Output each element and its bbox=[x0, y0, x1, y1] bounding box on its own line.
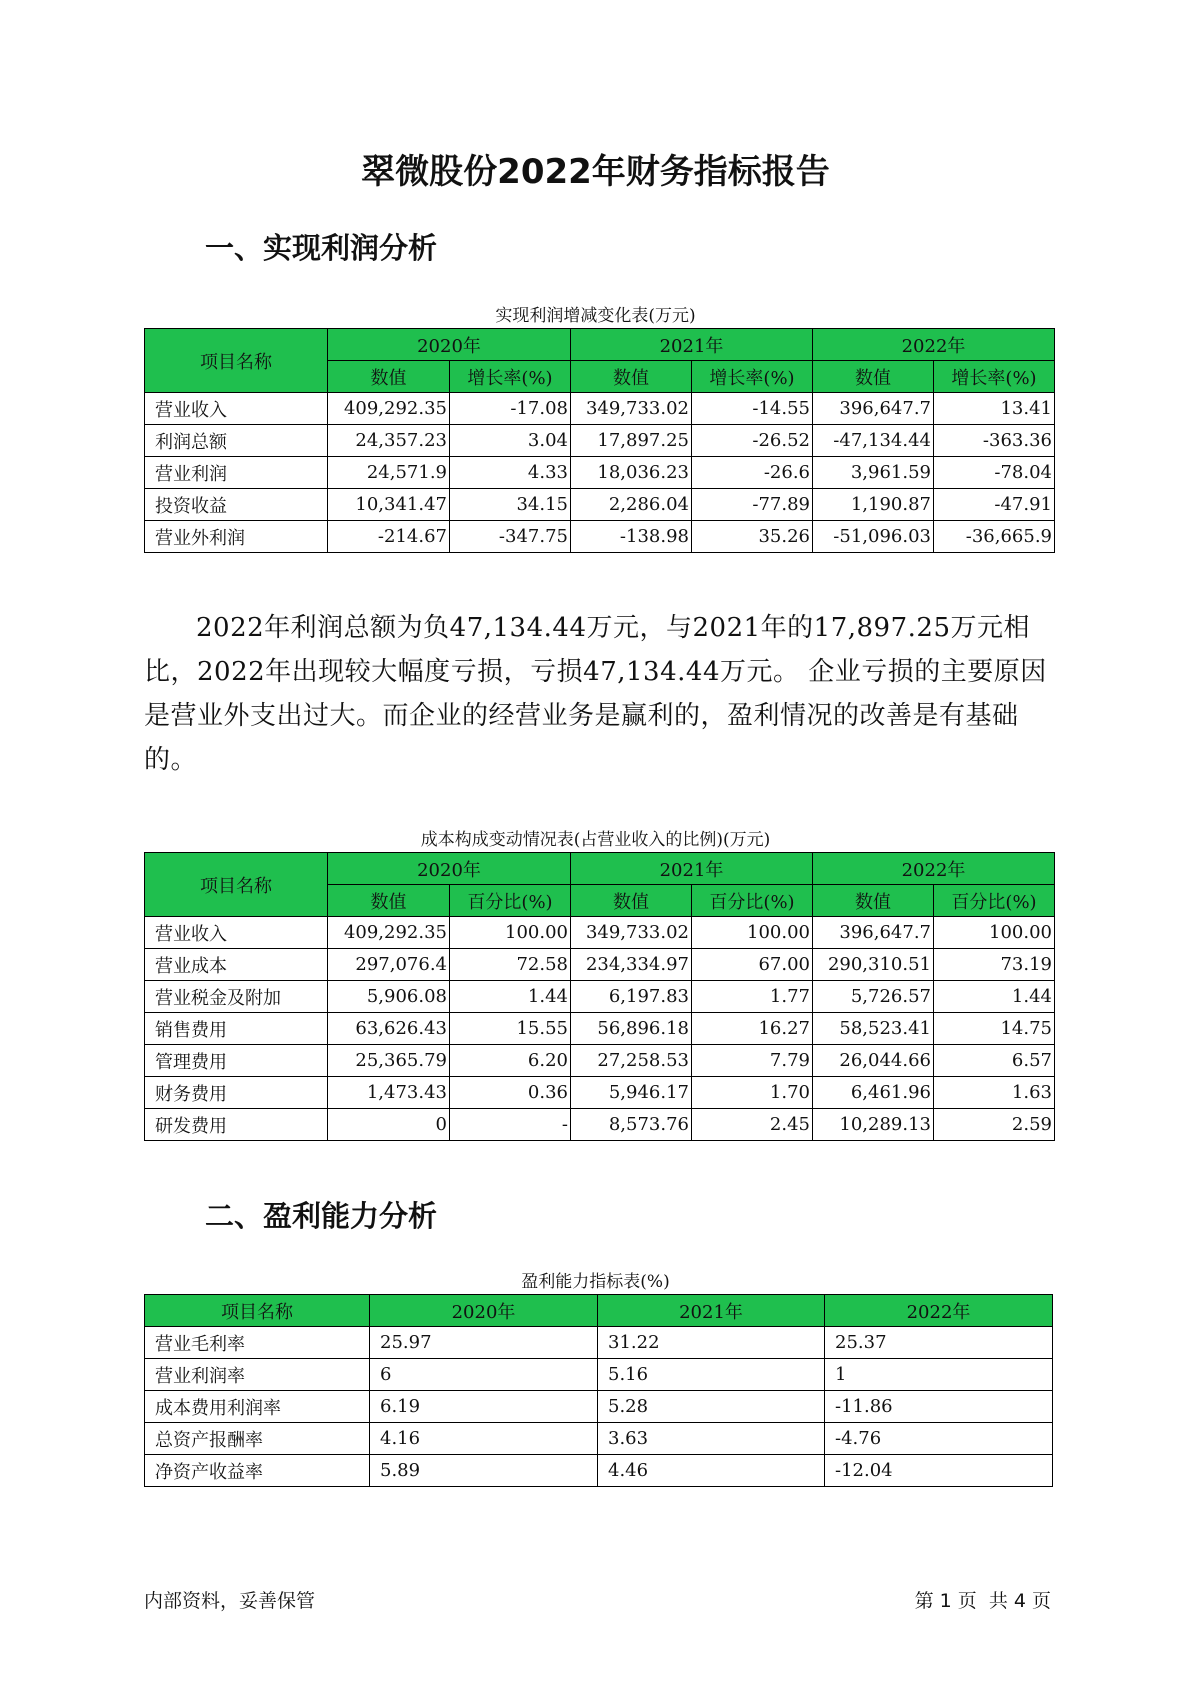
row-label: 营业收入 bbox=[145, 917, 328, 949]
table-cell: 10,289.13 bbox=[813, 1109, 934, 1141]
profit-change-table bbox=[144, 328, 1055, 553]
table-row bbox=[145, 489, 1055, 521]
table-cell: 396,647.7 bbox=[813, 393, 934, 425]
table-row bbox=[145, 981, 1055, 1013]
table-cell: 6 bbox=[370, 1359, 598, 1391]
table3-year-header: 2022年 bbox=[825, 1295, 1053, 1327]
table-cell: 100.00 bbox=[934, 917, 1055, 949]
row-label: 财务费用 bbox=[145, 1077, 328, 1109]
table2-year-header: 2020年 bbox=[328, 853, 571, 885]
table-row bbox=[145, 1045, 1055, 1077]
table-cell: 349,733.02 bbox=[571, 917, 692, 949]
row-label: 营业利润 bbox=[145, 457, 328, 489]
row-label: 投资收益 bbox=[145, 489, 328, 521]
table-cell: 6,197.83 bbox=[571, 981, 692, 1013]
table-cell: 4.46 bbox=[598, 1455, 825, 1487]
table-cell: 16.27 bbox=[692, 1013, 813, 1045]
row-label: 成本费用利润率 bbox=[145, 1391, 370, 1423]
table-cell: 15.55 bbox=[450, 1013, 571, 1045]
table-cell: 24,571.9 bbox=[328, 457, 450, 489]
table-cell: 0.36 bbox=[450, 1077, 571, 1109]
table-cell: 25.97 bbox=[370, 1327, 598, 1359]
table-cell: 72.58 bbox=[450, 949, 571, 981]
table-cell: -347.75 bbox=[450, 521, 571, 553]
table-row bbox=[145, 1109, 1055, 1141]
section-heading-profitability: 二、盈利能力分析 bbox=[205, 1199, 438, 1233]
table-row bbox=[145, 1455, 1053, 1487]
table-cell: 34.15 bbox=[450, 489, 571, 521]
table-cell: 1 bbox=[825, 1359, 1053, 1391]
table-cell: 17,897.25 bbox=[571, 425, 692, 457]
table-cell: 8,573.76 bbox=[571, 1109, 692, 1141]
row-label: 研发费用 bbox=[145, 1109, 328, 1141]
table-cell: -77.89 bbox=[692, 489, 813, 521]
table-cell: -138.98 bbox=[571, 521, 692, 553]
table-row bbox=[145, 1391, 1053, 1423]
section-heading-profit: 一、实现利润分析 bbox=[205, 231, 438, 265]
table3-item-header: 项目名称 bbox=[145, 1295, 370, 1327]
table-cell: 3.63 bbox=[598, 1423, 825, 1455]
table-cell: 1.44 bbox=[934, 981, 1055, 1013]
table-cell: 4.16 bbox=[370, 1423, 598, 1455]
row-label: 总资产报酬率 bbox=[145, 1423, 370, 1455]
table-cell: 290,310.51 bbox=[813, 949, 934, 981]
table-cell: 2,286.04 bbox=[571, 489, 692, 521]
table-row bbox=[145, 393, 1055, 425]
table-cell: -11.86 bbox=[825, 1391, 1053, 1423]
table-cell: 58,523.41 bbox=[813, 1013, 934, 1045]
table1-subheader: 数值 bbox=[328, 361, 450, 393]
cost-structure-table bbox=[144, 852, 1055, 1141]
table-cell: 349,733.02 bbox=[571, 393, 692, 425]
table-cell: 18,036.23 bbox=[571, 457, 692, 489]
table-cell: 27,258.53 bbox=[571, 1045, 692, 1077]
table-row bbox=[145, 1423, 1053, 1455]
table2-caption: 成本构成变动情况表(占营业收入的比例)(万元) bbox=[420, 830, 771, 850]
table-row bbox=[145, 521, 1055, 553]
table-cell: 2.45 bbox=[692, 1109, 813, 1141]
table2-year-header: 2022年 bbox=[813, 853, 1055, 885]
table3-caption: 盈利能力指标表(%) bbox=[521, 1272, 670, 1292]
table-cell: 1.44 bbox=[450, 981, 571, 1013]
table1-subheader: 增长率(%) bbox=[692, 361, 813, 393]
table-row bbox=[145, 917, 1055, 949]
table-cell: 7.79 bbox=[692, 1045, 813, 1077]
table-row bbox=[145, 1013, 1055, 1045]
table-cell: 6.19 bbox=[370, 1391, 598, 1423]
row-label: 营业外利润 bbox=[145, 521, 328, 553]
table-row bbox=[145, 1359, 1053, 1391]
table-cell: -36,665.9 bbox=[934, 521, 1055, 553]
table-cell: 73.19 bbox=[934, 949, 1055, 981]
table-cell: 0 bbox=[328, 1109, 450, 1141]
footer-page-number: 第 1 页 共 4 页 bbox=[914, 1590, 1051, 1612]
table-cell: 1.77 bbox=[692, 981, 813, 1013]
table2-subheader: 数值 bbox=[328, 885, 450, 917]
table-cell: -4.76 bbox=[825, 1423, 1053, 1455]
table2-subheader: 百分比(%) bbox=[450, 885, 571, 917]
table-cell: 1.70 bbox=[692, 1077, 813, 1109]
analysis-paragraph: 2022年利润总额为负47,134.44万元，与2021年的17,897.25万元相比，2022年出现较大幅度亏损，亏损47,134.44万元。 企业亏损的主要原因是营业外支出过大。而企业的经营业务是赢利的，盈利情况的改善是有基础的。 bbox=[144, 613, 1047, 775]
table-cell: 10,341.47 bbox=[328, 489, 450, 521]
table2-subheader: 百分比(%) bbox=[692, 885, 813, 917]
table1-year-header: 2022年 bbox=[813, 329, 1055, 361]
row-label: 营业毛利率 bbox=[145, 1327, 370, 1359]
table-cell: 3.04 bbox=[450, 425, 571, 457]
table1-subheader: 数值 bbox=[813, 361, 934, 393]
table-cell: 3,961.59 bbox=[813, 457, 934, 489]
table2-year-header: 2021年 bbox=[571, 853, 813, 885]
table1-year-header: 2021年 bbox=[571, 329, 813, 361]
table-cell: 14.75 bbox=[934, 1013, 1055, 1045]
table-cell: 5.89 bbox=[370, 1455, 598, 1487]
table-cell: 100.00 bbox=[692, 917, 813, 949]
table-cell: 25.37 bbox=[825, 1327, 1053, 1359]
table-cell: 35.26 bbox=[692, 521, 813, 553]
table-cell: -363.36 bbox=[934, 425, 1055, 457]
table1-subheader: 增长率(%) bbox=[934, 361, 1055, 393]
table-cell: -26.6 bbox=[692, 457, 813, 489]
table-cell: -14.55 bbox=[692, 393, 813, 425]
table-row bbox=[145, 425, 1055, 457]
table-cell: 5,726.57 bbox=[813, 981, 934, 1013]
table2-subheader: 数值 bbox=[813, 885, 934, 917]
table-cell: 6.20 bbox=[450, 1045, 571, 1077]
table-cell: 6.57 bbox=[934, 1045, 1055, 1077]
table-cell: 6,461.96 bbox=[813, 1077, 934, 1109]
table-cell: 396,647.7 bbox=[813, 917, 934, 949]
footer-confidential: 内部资料，妥善保管 bbox=[144, 1590, 316, 1612]
table-cell: -17.08 bbox=[450, 393, 571, 425]
profitability-table bbox=[144, 1294, 1053, 1487]
table-row bbox=[145, 1327, 1053, 1359]
table-cell: 26,044.66 bbox=[813, 1045, 934, 1077]
row-label: 营业税金及附加 bbox=[145, 981, 328, 1013]
table2-subheader: 数值 bbox=[571, 885, 692, 917]
table-cell: -78.04 bbox=[934, 457, 1055, 489]
table3-year-header: 2020年 bbox=[370, 1295, 598, 1327]
row-label: 管理费用 bbox=[145, 1045, 328, 1077]
row-label: 营业利润率 bbox=[145, 1359, 370, 1391]
table-cell: 409,292.35 bbox=[328, 917, 450, 949]
document-title: 翠微股份2022年财务指标报告 bbox=[361, 152, 830, 192]
table-cell: 24,357.23 bbox=[328, 425, 450, 457]
table-cell: - bbox=[450, 1109, 571, 1141]
table3-year-header: 2021年 bbox=[598, 1295, 825, 1327]
table-cell: 63,626.43 bbox=[328, 1013, 450, 1045]
table-cell: 1,473.43 bbox=[328, 1077, 450, 1109]
table-cell: -26.52 bbox=[692, 425, 813, 457]
table-cell: 5,906.08 bbox=[328, 981, 450, 1013]
table-cell: 5.28 bbox=[598, 1391, 825, 1423]
table-cell: 1.63 bbox=[934, 1077, 1055, 1109]
table-cell: 297,076.4 bbox=[328, 949, 450, 981]
table-cell: 13.41 bbox=[934, 393, 1055, 425]
table-cell: -47,134.44 bbox=[813, 425, 934, 457]
table-cell: 1,190.87 bbox=[813, 489, 934, 521]
table-cell: 100.00 bbox=[450, 917, 571, 949]
table-row bbox=[145, 1077, 1055, 1109]
table-cell: -214.67 bbox=[328, 521, 450, 553]
table-cell: 56,896.18 bbox=[571, 1013, 692, 1045]
table1-subheader: 增长率(%) bbox=[450, 361, 571, 393]
row-label: 净资产收益率 bbox=[145, 1455, 370, 1487]
table1-item-header: 项目名称 bbox=[145, 329, 328, 393]
row-label: 营业收入 bbox=[145, 393, 328, 425]
table-cell: 31.22 bbox=[598, 1327, 825, 1359]
table-cell: -51,096.03 bbox=[813, 521, 934, 553]
row-label: 营业成本 bbox=[145, 949, 328, 981]
table-cell: 67.00 bbox=[692, 949, 813, 981]
table1-year-header: 2020年 bbox=[328, 329, 571, 361]
table-cell: 5.16 bbox=[598, 1359, 825, 1391]
table-cell: 25,365.79 bbox=[328, 1045, 450, 1077]
row-label: 利润总额 bbox=[145, 425, 328, 457]
table1-caption: 实现利润增减变化表(万元) bbox=[495, 306, 696, 326]
table-cell: 5,946.17 bbox=[571, 1077, 692, 1109]
table2-item-header: 项目名称 bbox=[145, 853, 328, 917]
table-cell: 4.33 bbox=[450, 457, 571, 489]
table2-subheader: 百分比(%) bbox=[934, 885, 1055, 917]
table-cell: 409,292.35 bbox=[328, 393, 450, 425]
table-cell: 2.59 bbox=[934, 1109, 1055, 1141]
table-cell: -12.04 bbox=[825, 1455, 1053, 1487]
table-cell: -47.91 bbox=[934, 489, 1055, 521]
row-label: 销售费用 bbox=[145, 1013, 328, 1045]
table-cell: 234,334.97 bbox=[571, 949, 692, 981]
table-row bbox=[145, 457, 1055, 489]
table1-subheader: 数值 bbox=[571, 361, 692, 393]
table-row bbox=[145, 949, 1055, 981]
